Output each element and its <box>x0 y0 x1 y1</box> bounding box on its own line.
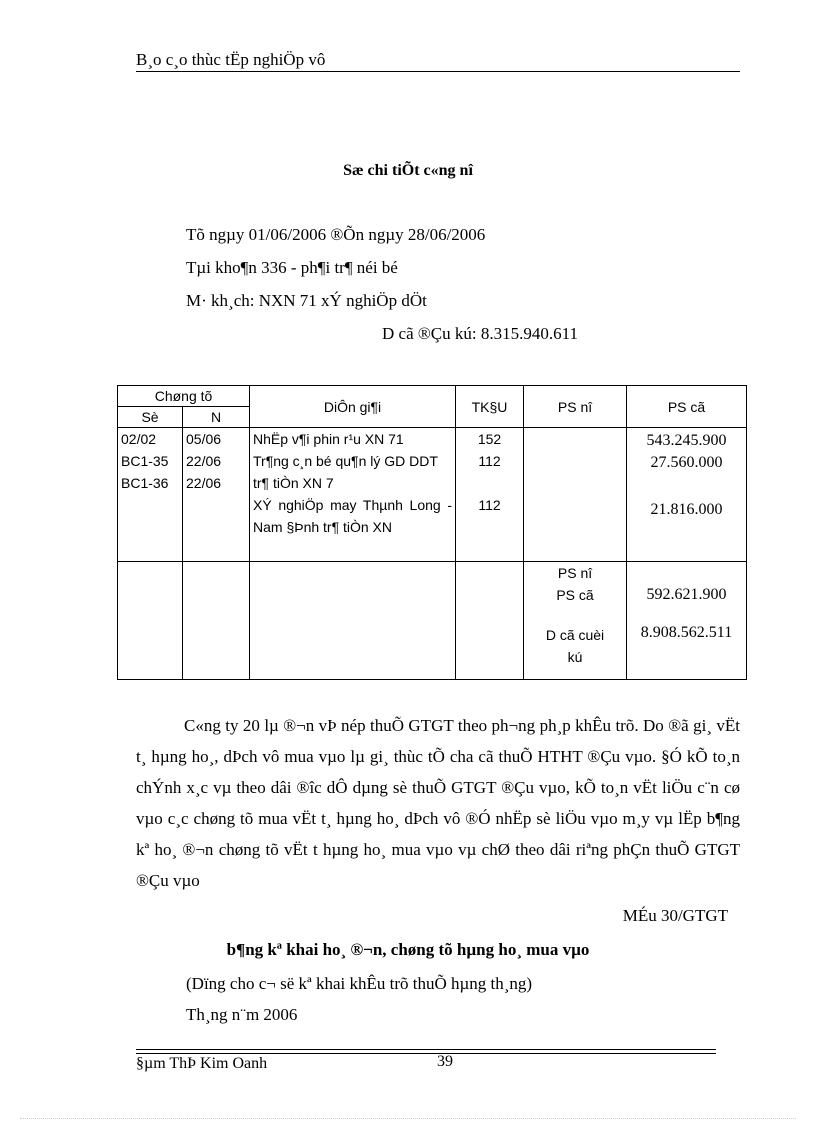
header-account: TK§U <box>456 386 524 428</box>
footer-rule <box>136 1053 716 1054</box>
debit-cell <box>524 428 627 562</box>
credit-total: 592.621.900 <box>646 586 727 603</box>
voucher-date: 05/06 <box>186 431 222 447</box>
row-credit: 21.816.000 <box>650 501 723 518</box>
description-cell <box>250 428 456 562</box>
page-header: B¸o c¸o thùc tËp nghiÖp vô <box>136 50 326 69</box>
form-period: Th¸ng n¨m 2006 <box>186 1005 298 1024</box>
account-line: Tµi kho¶n 336 - ph¶i tr¶ néi bé <box>186 258 398 277</box>
row-credit: 27.560.000 <box>650 454 723 471</box>
summary-row <box>118 562 747 680</box>
voucher-no: BC1-36 <box>121 475 169 491</box>
page-number: 39 <box>437 1053 453 1070</box>
summary-credit-label: PS cã <box>556 587 594 603</box>
summary-labels <box>524 562 627 680</box>
body-paragraph <box>136 710 740 896</box>
summary-debit-label: PS nî <box>557 565 593 581</box>
credit-cell <box>627 428 747 562</box>
row-description: XÝ nghiÖp may Thµnh Long - Nam §Þnh tr¶ tiÒn XN <box>253 497 452 535</box>
header-debit: PS nî <box>524 386 627 428</box>
voucher-date: 22/06 <box>186 453 222 469</box>
row-account: 112 <box>478 453 501 469</box>
header-voucher-no: Sè <box>118 407 183 428</box>
form-title: b¶ng kª khai ho¸ ®¬n, chøng tõ hµng ho¸ mua vµo <box>226 940 590 959</box>
closing-balance-value: 8.908.562.511 <box>640 624 733 641</box>
table-header-row <box>118 386 747 407</box>
page-edge-divider <box>20 1118 796 1119</box>
header-credit: PS cã <box>627 386 747 428</box>
paragraph-text: C«ng ty 20 lµ ®¬n vÞ nép thuÕ GTGT theo ph¬ng ph¸p khÊu trõ. Do ®ã gi¸ vËt t¸ hµng ho¸, dÞch vô mua vµo lµ gi¸ thùc tÕ cha cã thuÕ HTHT ®Çu vµo. §Ó kÕ to¸n chÝnh x¸c vµ theo dâi ®îc dÔ dµng sè thuÕ GTGT ®Çu vµo, kÕ to¸n vËt liÖu c¨n cø vµo c¸c chøng tõ mua vËt t¸ hµng ho¸ dÞch vô ®Ó nhËp sè liÖu vµo m¸y vµ lËp b¶ng kª ho¸ ®¬n chøng tõ vËt t hµng ho¸ mua vµo vµ chØ theo dâi riªng phÇn thuÕ GTGT ®Çu vµo <box>136 716 740 890</box>
opening-balance: D cã ®Çu kú: 8.315.940.611 <box>382 324 578 343</box>
closing-balance-label: D cã cuèi kú <box>545 627 605 665</box>
document-title: Sæ chi tiÕt c«ng nî <box>343 162 473 179</box>
voucher-no: 02/02 <box>121 431 157 447</box>
summary-values <box>627 562 747 680</box>
table-row <box>118 428 747 562</box>
ledger-table <box>117 385 747 680</box>
header-rule <box>136 71 740 72</box>
header-voucher-date: N <box>183 407 250 428</box>
header-voucher: Chøng tõ <box>118 386 250 407</box>
account-cell <box>456 428 524 562</box>
voucher-date: 22/06 <box>186 475 222 491</box>
row-description: Tr¶ng c¸n bé qu¶n lý GD DDT tr¶ tiÒn XN 7 <box>253 453 438 491</box>
footer-author: §µm ThÞ Kim Oanh <box>136 1055 268 1072</box>
header-description: DiÔn gi¶i <box>250 386 456 428</box>
customer-line: M· kh¸ch: NXN 71 xÝ nghiÖp dÖt <box>186 291 427 310</box>
form-code: MÉu 30/GTGT <box>622 906 728 925</box>
row-account: 152 <box>477 431 502 447</box>
voucher-no-cell <box>118 428 183 562</box>
voucher-date-cell <box>183 428 250 562</box>
row-description: NhËp v¶i phin r¹u XN 71 <box>253 431 404 447</box>
row-credit: 543.245.900 <box>646 432 727 449</box>
voucher-no: BC1-35 <box>121 453 169 469</box>
footer-rule <box>136 1049 716 1050</box>
row-account: 112 <box>478 497 501 513</box>
form-note: (Dïng cho c¬ së kª khai khÊu trõ thuÕ hµng th¸ng) <box>186 974 533 993</box>
period-line: Tõ ngµy 01/06/2006 ®Õn ngµy 28/06/2006 <box>186 225 486 244</box>
